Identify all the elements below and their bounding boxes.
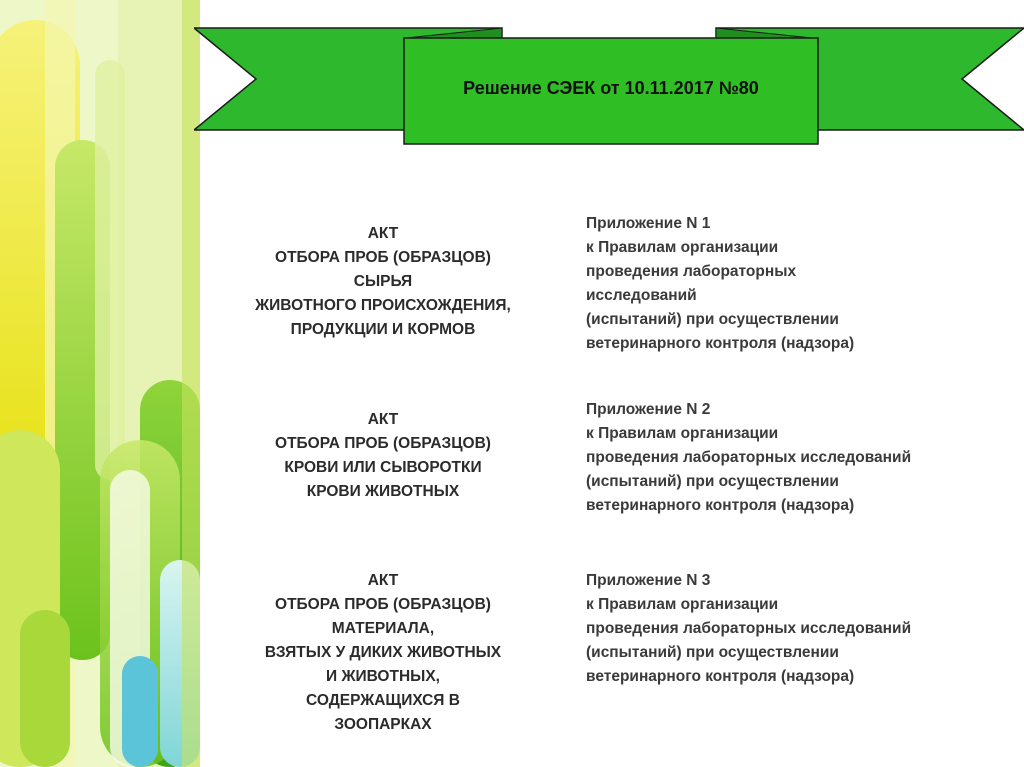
act-title-line: ЖИВОТНОГО ПРОИСХОЖДЕНИЯ, (255, 297, 511, 314)
act-title-line: СОДЕРЖАЩИХСЯ В (306, 692, 460, 709)
appendix-line: ветеринарного контроля (надзора) (586, 497, 855, 514)
appendix-reference (586, 212, 1016, 356)
act-title (200, 222, 566, 342)
act-title-line: АКТ (367, 572, 399, 589)
appendix-reference (586, 398, 1016, 518)
appendix-line: ветеринарного контроля (надзора) (586, 335, 855, 352)
act-title-line: И ЖИВОТНЫХ, (326, 668, 440, 685)
title-banner (194, 24, 1024, 148)
decorative-stripes-graphic (0, 0, 200, 767)
act-title-line: КРОВИ ЖИВОТНЫХ (306, 483, 460, 500)
appendix-line: Приложение N 3 (586, 572, 711, 589)
appendix-line: ветеринарного контроля (надзора) (586, 668, 855, 685)
appendix-line: проведения лабораторных (586, 263, 797, 280)
appendix-line: Приложение N 1 (586, 215, 711, 232)
appendix-line: (испытаний) при осуществлении (586, 311, 839, 328)
act-title-line: ОТБОРА ПРОБ (ОБРАЗЦОВ) (275, 435, 491, 452)
left-decorative-panel (0, 0, 200, 767)
appendix-line: Приложение N 2 (586, 401, 711, 418)
act-title-line: ОТБОРА ПРОБ (ОБРАЗЦОВ) (275, 596, 491, 613)
act-title (200, 408, 566, 504)
act-title-line: АКТ (367, 411, 399, 428)
appendix-line: к Правилам организации (586, 239, 779, 256)
act-title-line: ОТБОРА ПРОБ (ОБРАЗЦОВ) (275, 249, 491, 266)
appendix-line: к Правилам организации (586, 425, 779, 442)
act-title-line: АКТ (367, 225, 399, 242)
appendix-line: проведения лабораторных исследований (586, 620, 912, 637)
act-title-line: ЗООПАРКАХ (334, 716, 432, 733)
appendix-line: проведения лабораторных исследований (586, 449, 912, 466)
appendix-line: (испытаний) при осуществлении (586, 644, 839, 661)
appendix-reference (586, 569, 1016, 689)
act-title (200, 569, 566, 737)
act-title-line: КРОВИ ИЛИ СЫВОРОТКИ (284, 459, 482, 476)
act-title-line: МАТЕРИАЛА, (331, 620, 435, 637)
act-title-line: ПРОДУКЦИИ И КОРМОВ (290, 321, 476, 338)
appendix-line: к Правилам организации (586, 596, 779, 613)
act-title-line: ВЗЯТЫХ У ДИКИХ ЖИВОТНЫХ (264, 644, 502, 661)
appendix-line: (испытаний) при осуществлении (586, 473, 839, 490)
appendix-line: исследований (586, 287, 697, 304)
act-title-line: СЫРЬЯ (353, 273, 413, 290)
banner-title: Решение СЭЕК от 10.11.2017 №80 (463, 77, 759, 98)
